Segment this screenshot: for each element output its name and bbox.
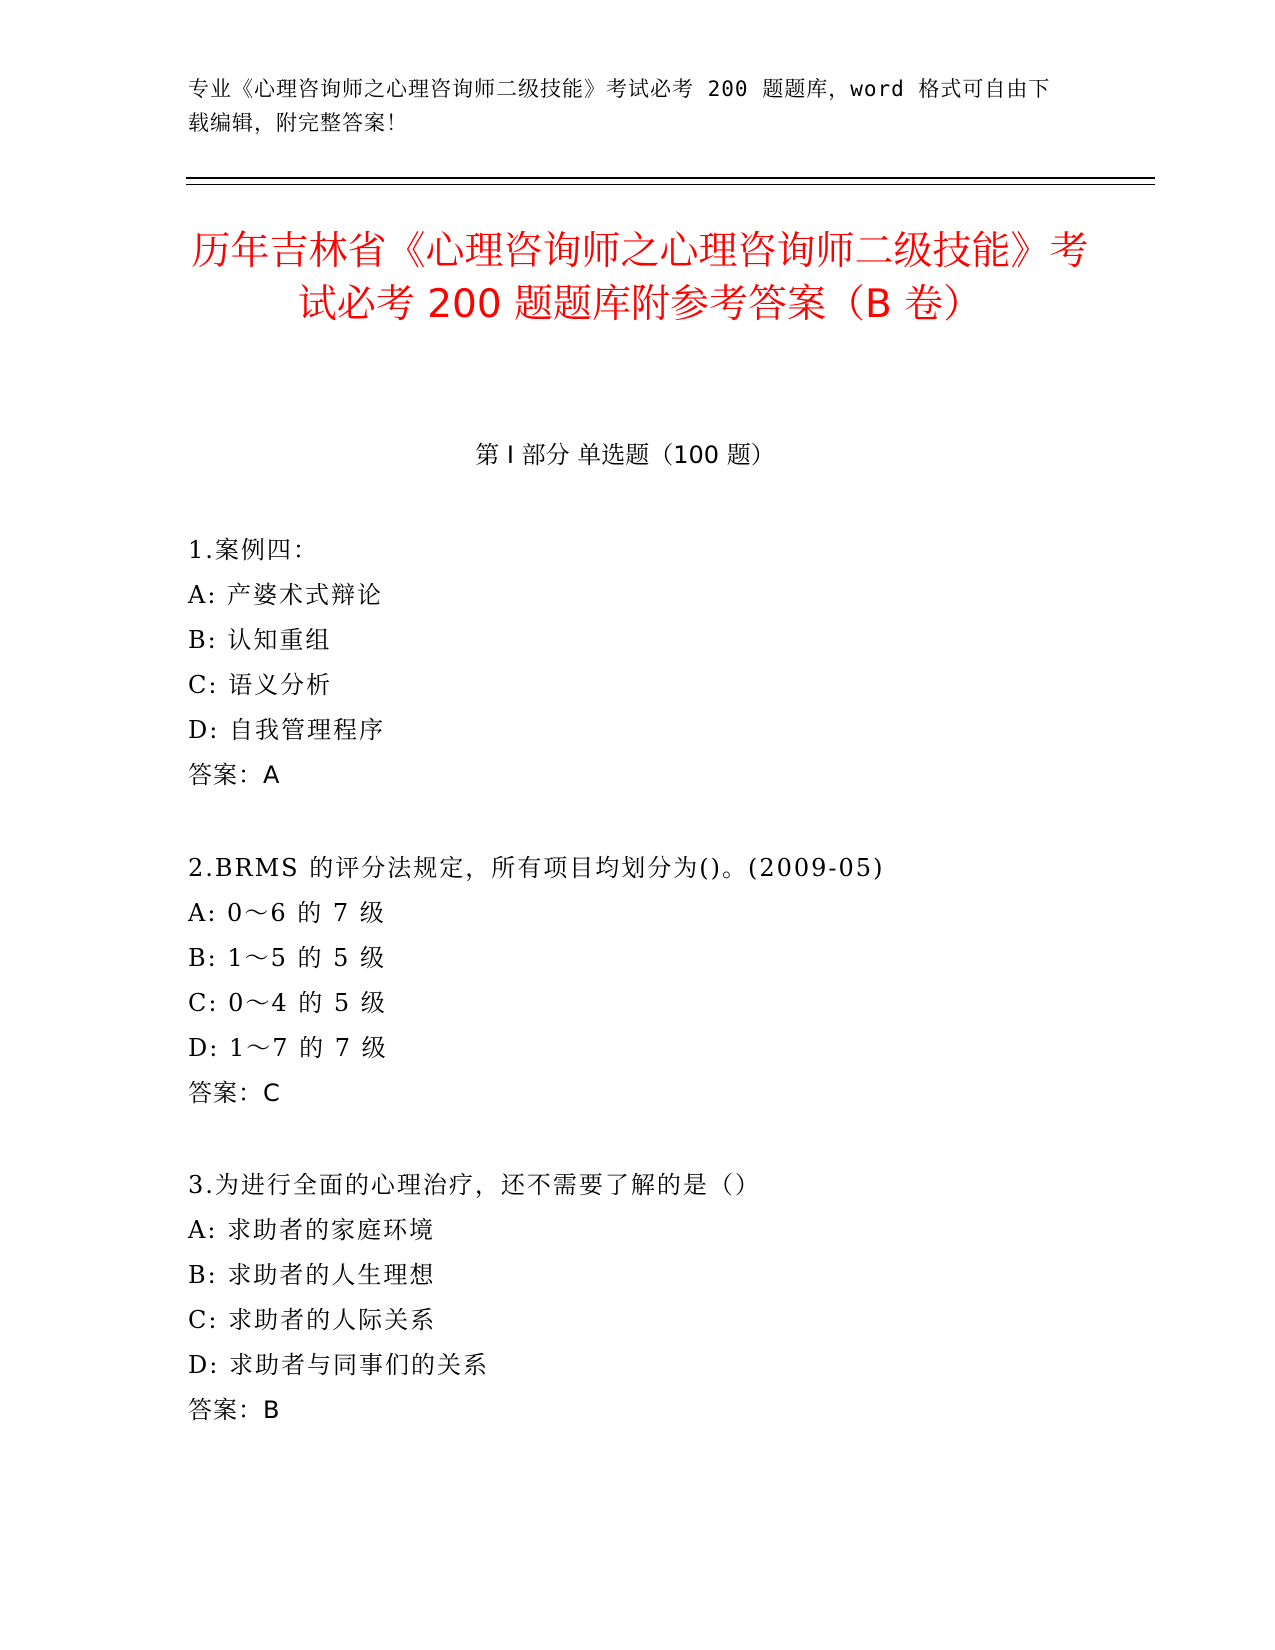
option-b: B: 求助者的人生理想 bbox=[188, 1261, 436, 1289]
option-c: C: 求助者的人际关系 bbox=[188, 1306, 437, 1334]
question-stem: 1.案例四： bbox=[188, 536, 319, 564]
option-d: D: 求助者与同事们的关系 bbox=[188, 1351, 489, 1379]
question-item bbox=[188, 1163, 1188, 1433]
option-b: B: 认知重组 bbox=[188, 626, 332, 654]
option-c: C: 0～4 的 5 级 bbox=[188, 989, 387, 1017]
header-rule-thick bbox=[186, 177, 1155, 179]
option-b: B: 1～5 的 5 级 bbox=[188, 944, 387, 972]
option-c: C: 语义分析 bbox=[188, 671, 333, 699]
answer-text: 答案：A bbox=[188, 761, 281, 789]
option-d: D: 1～7 的 7 级 bbox=[188, 1034, 388, 1062]
question-item bbox=[188, 528, 1188, 798]
header-note: 专业《心理咨询师之心理咨询师二级技能》考试必考 200 题题库，word 格式可自由下载编辑，附完整答案！ bbox=[188, 77, 1051, 135]
section-title: 第 I 部分 单选题（100 题） bbox=[475, 441, 775, 469]
answer-text: 答案：C bbox=[188, 1079, 281, 1107]
answer-text: 答案：B bbox=[188, 1396, 281, 1424]
option-a: A: 0～6 的 7 级 bbox=[188, 899, 386, 927]
document-title: 历年吉林省《心理咨询师之心理咨询师二级技能》考试必考 200 题题库附参考答案（B 卷） bbox=[191, 229, 1089, 327]
option-a: A: 产婆术式辩论 bbox=[188, 581, 384, 609]
header-rule-thin bbox=[186, 184, 1155, 185]
option-d: D: 自我管理程序 bbox=[188, 716, 385, 744]
option-a: A: 求助者的家庭环境 bbox=[188, 1216, 436, 1244]
question-item bbox=[188, 846, 1188, 1116]
question-stem: 3.为进行全面的心理治疗，还不需要了解的是（） bbox=[188, 1171, 761, 1199]
question-stem: 2.BRMS 的评分法规定，所有项目均划分为()。(2009-05) bbox=[188, 854, 885, 882]
